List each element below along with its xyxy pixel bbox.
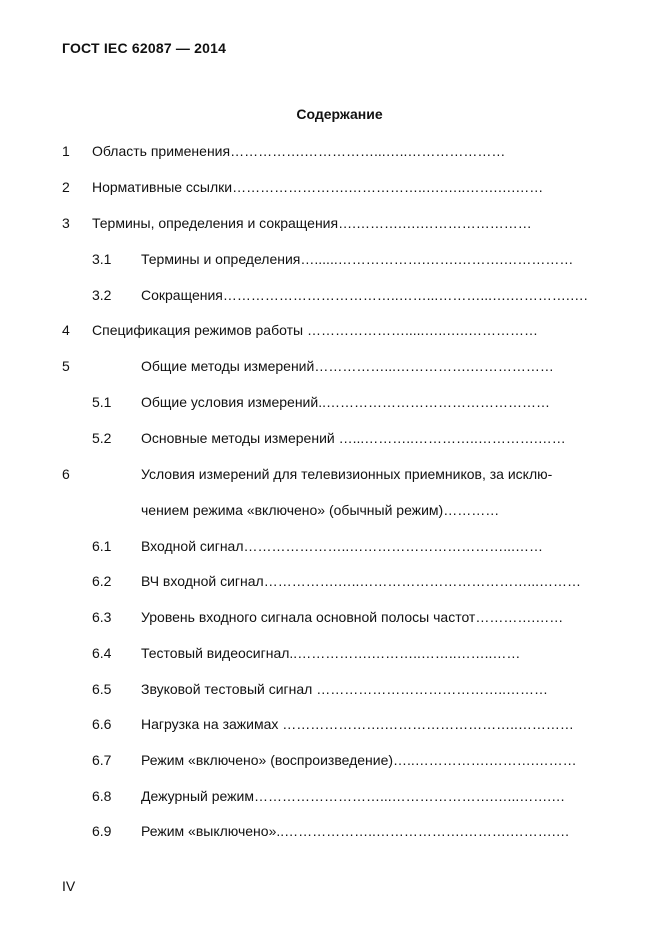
document-header: ГОСТ IEC 62087 — 2014 bbox=[62, 40, 227, 56]
toc-entry-number: 6.9 bbox=[92, 823, 112, 839]
toc-entry-number: 6.3 bbox=[92, 609, 112, 625]
toc-entry-text: Звуковой тестовый сигнал …………………………………..……… bbox=[141, 681, 549, 697]
toc-entry-text: Спецификация режимов работы ………………….....…..…..…………… bbox=[92, 322, 538, 338]
toc-entry-text: Режим «выключено»..………………..……………….……….……….… bbox=[141, 823, 570, 839]
toc-entry-text: Режим «включено» (воспроизведение)…..…………….……….……… bbox=[141, 752, 577, 768]
toc-entry-text: ВЧ входной сигнал…………….…..………………………………...……… bbox=[141, 573, 582, 589]
toc-entry-text: Термины, определения и сокращения….……….….…………………… bbox=[92, 215, 532, 231]
toc-entry-text: Входной сигнал…………………..……………………………...…… bbox=[141, 538, 543, 554]
toc-entry-text: Нормативные ссылки…………………….……………..….…..…….….…… bbox=[92, 179, 544, 195]
toc-entry-text: Уровень входного сигнала основной полосы частот………….…… bbox=[141, 609, 564, 625]
toc-entry-text: Тестовый видеосигнал..…………….………..……..……..…… bbox=[141, 645, 521, 661]
toc-entry-number: 6.2 bbox=[92, 573, 112, 589]
toc-entry-number: 6.5 bbox=[92, 681, 112, 697]
toc-entry-number: 4 bbox=[62, 322, 70, 338]
toc-entry-text: Нагрузка на зажимах ………………….………………………..………… bbox=[141, 716, 574, 732]
toc-entry-number: 2 bbox=[62, 179, 70, 195]
toc-entry-text: Общие методы измерений……………...…………….……………… bbox=[141, 358, 554, 374]
toc-entry-number: 6.8 bbox=[92, 788, 112, 804]
toc-entry-number: 3.1 bbox=[92, 251, 112, 267]
toc-entry-number: 6.6 bbox=[92, 716, 112, 732]
toc-entry-number: 6.4 bbox=[92, 645, 112, 661]
toc-entry-number: 6.7 bbox=[92, 752, 112, 768]
toc-entry-number: 5 bbox=[62, 358, 70, 374]
toc-entry-text: Область применения…………….……………...…..………………… bbox=[92, 143, 506, 159]
toc-entry-text: чением режима «включено» (обычный режим)………… bbox=[141, 502, 500, 518]
toc-title: Содержание bbox=[296, 106, 383, 122]
toc-entry-text: Термины и определения…......……………….…….……….…………… bbox=[141, 251, 574, 267]
toc-entry-text: Дежурный режим………………………...………………….…...…….… bbox=[141, 788, 566, 804]
toc-entry-text: Общие условия измерений..………………………………………… bbox=[141, 394, 550, 410]
toc-entry-text: Основные методы измерений …...………..…………..………….…… bbox=[141, 430, 566, 446]
toc-entry-number: 3.2 bbox=[92, 287, 112, 303]
page-number: IV bbox=[62, 878, 76, 894]
toc-entry-number: 6.1 bbox=[92, 538, 112, 554]
toc-entry-number: 5.1 bbox=[92, 394, 112, 410]
toc-entry-text: Условия измерений для телевизионных приемников, за исклю- bbox=[141, 466, 553, 482]
toc-entry-number: 3 bbox=[62, 215, 70, 231]
toc-entry-number: 5.2 bbox=[92, 430, 112, 446]
toc-entry-text: Сокращения………………………………..……...………...….………….…. bbox=[141, 287, 588, 303]
toc-entry-number: 1 bbox=[62, 143, 70, 159]
toc-entry-number: 6 bbox=[62, 466, 70, 482]
